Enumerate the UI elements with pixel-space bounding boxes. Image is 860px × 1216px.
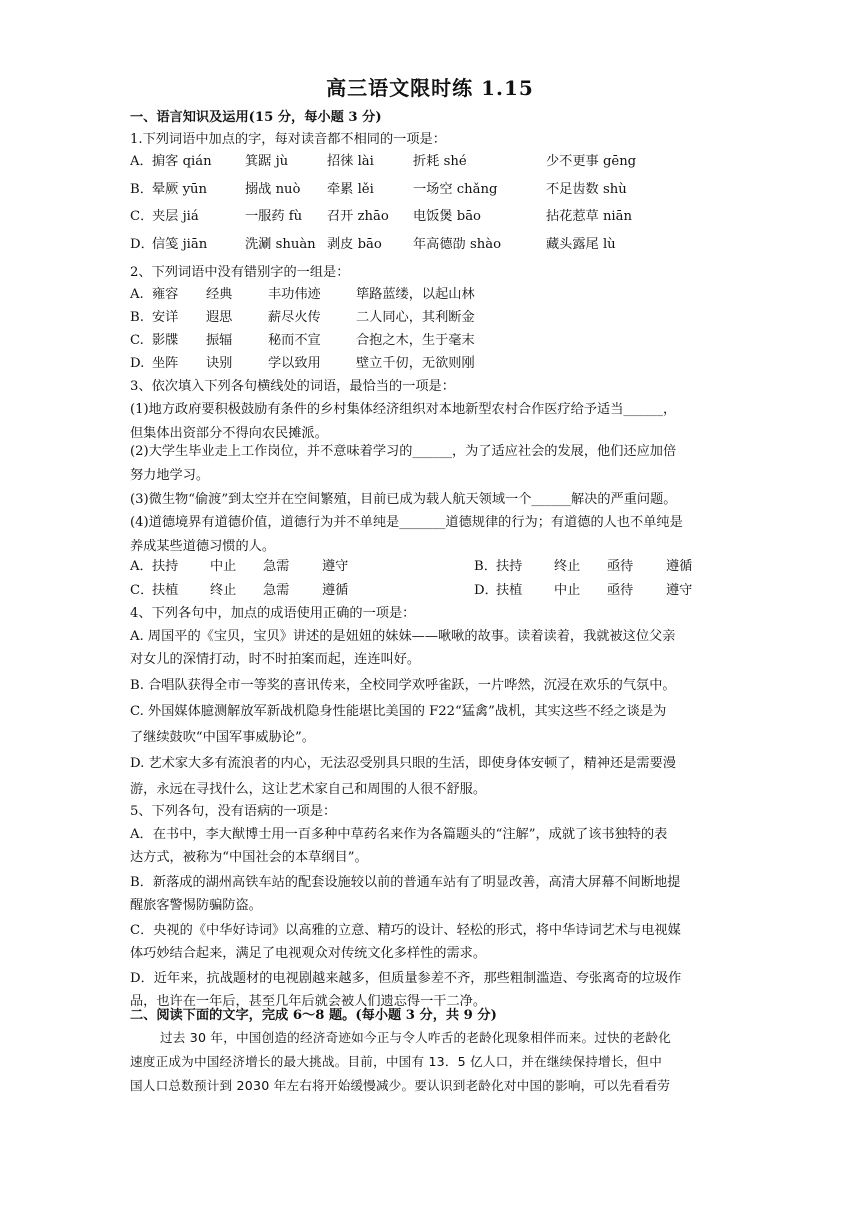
q3-sentence-line: (2)大学生毕业走上工作岗位，并不意味着学习的______，为了适应社会的发展，他们还应加倍 (130, 444, 677, 459)
q4-choice-line: 对女儿的深情打动，时不时拍案而起，连连叫好。 (130, 652, 421, 667)
q3-option-item: 亟待 (607, 559, 634, 574)
q4-choice-line: 了继续鼓吹“中国军事威胁论”。 (130, 730, 315, 745)
q4-choice-line: 游，永远在寻找什么，这让艺术家自己和周围的人很不舒服。 (130, 782, 487, 797)
q2-option-item: 壁立千仞，无欲则刚 (356, 356, 475, 371)
q1-option-item: 信笺 jiān (152, 237, 208, 252)
q3-option-item: 中止 (554, 583, 581, 598)
q1-option-item: 拈花惹草 niān (546, 209, 633, 224)
q3-sentence-line: 养成某些道德习惯的人。 (130, 539, 276, 554)
q3-stem: 3、依次填入下列各句横线处的词语，最恰当的一项是： (130, 379, 455, 394)
q4-choice-line: D. 艺术家大多有流浪者的内心，无法忍受别具只眼的生活，即使身体安顿了，精神还是需要漫 (130, 756, 676, 771)
q2-option-item: 诀别 (206, 356, 233, 371)
q1-option-item: 搦战 nuò (245, 182, 301, 197)
q3-sentence-line: (1)地方政府要积极鼓励有条件的乡村集体经济组织对本地新型农村合作医疗给予适当______， (130, 402, 677, 417)
q3-option-item: 终止 (210, 583, 237, 598)
q3-sentence-line: 但集体出资部分不得向农民摊派。 (130, 426, 328, 441)
q1-option-item: 藏头露尾 lù (546, 237, 616, 252)
passage-line: 速度正成为中国经济增长的最大挑战。目前，中国有 13．5 亿人口，并在继续保持增长，但中 (130, 1054, 663, 1069)
page-title: 高三语文限时练 1.15 (326, 76, 534, 100)
q3-option-item: 急需 (263, 583, 290, 598)
q3-option-item: 扶植 (152, 583, 179, 598)
q1-option-item: 箕踞 jù (245, 154, 289, 169)
q2-option-item: 筚路蓝缕，以起山林 (356, 287, 475, 302)
q1-option-item: 夹层 jiá (152, 209, 199, 224)
passage-line: 过去 30 年，中国创造的经济奇迹如今正与令人咋舌的老龄化现象相伴而来。过快的老龄化 (160, 1030, 671, 1045)
q1-option-item: 招徕 lài (327, 154, 374, 169)
q5-choice-line: D．近年来，抗战题材的电视剧越来越多，但质量参差不齐，那些粗制滥造、夸张离奇的垃圾作 (130, 971, 682, 986)
q2-option-item: 雍容 (152, 287, 179, 302)
q1-option-item: 洗涮 shuàn (245, 237, 316, 252)
q1-option-label: A． (130, 154, 153, 169)
q3-sentence-line: 努力地学习。 (130, 468, 210, 483)
q5-choice-line: 达方式，被称为“中国社会的本草纲目”。 (130, 850, 368, 865)
q1-option-label: D． (130, 237, 154, 252)
q2-option-item: 坐阵 (152, 356, 179, 371)
q2-option-item: 振辐 (206, 333, 233, 348)
q2-option-item: 遐思 (206, 310, 233, 325)
q3-sentence-line: (4)道德境界有道德价值，道德行为并不单纯是_______道德规律的行为；有道德的人也不单纯是 (130, 515, 683, 530)
q2-option-item: 薪尽火传 (268, 310, 321, 325)
q3-option-item: 中止 (210, 559, 237, 574)
q3-option-item: 扶持 (496, 559, 523, 574)
q3-option-label: B． (474, 559, 497, 574)
section-heading-2: 二、阅读下面的文字，完成 6～8 题。(每小题 3 分，共 9 分) (130, 1008, 497, 1023)
q3-option-item: 扶持 (152, 559, 179, 574)
q3-option-item: 遵守 (322, 559, 349, 574)
q3-option-item: 遵循 (666, 559, 693, 574)
q1-option-item: 电饭煲 bāo (413, 209, 481, 224)
q2-option-item: 秘而不宣 (268, 333, 321, 348)
q2-option-item: 合抱之木，生于毫末 (356, 333, 475, 348)
q4-choice-line: C. 外国媒体臆测解放军新战机隐身性能堪比美国的 F22“猛禽”战机，其实这些不经之谈是为 (130, 704, 667, 719)
q3-option-label: A． (130, 559, 153, 574)
q1-option-item: 年高德劭 shào (413, 237, 502, 252)
q1-option-item: 一服药 fù (245, 209, 303, 224)
q4-choice-line: A. 周国平的《宝贝，宝贝》讲述的是妞妞的妹妹——啾啾的故事。读着读着，我就被这位父亲 (130, 629, 676, 644)
q1-option-item: 剥皮 bāo (327, 237, 382, 252)
q5-choice-line: B．新落成的湖州高铁车站的配套设施较以前的普通车站有了明显改善，高清大屏幕不间断地提 (130, 875, 681, 890)
q1-option-item: 召开 zhāo (327, 209, 389, 224)
q3-option-item: 扶植 (496, 583, 523, 598)
q2-option-label: B. (130, 310, 144, 325)
q2-stem: 2、下列词语中没有错别字的一组是： (130, 265, 350, 280)
q2-option-item: 经典 (206, 287, 233, 302)
q5-choice-line: 醒旅客警惕防骗防盗。 (130, 898, 262, 913)
q2-option-label: C. (130, 333, 144, 348)
q3-option-label: D． (474, 583, 498, 598)
q1-option-item: 少不更事 gēng (546, 154, 637, 169)
q2-option-item: 丰功伟迹 (268, 287, 321, 302)
q4-stem: 4、下列各句中，加点的成语使用正确的一项是： (130, 606, 416, 621)
q4-choice-line: B. 合唱队获得全市一等奖的喜讯传来，全校同学欢呼雀跃，一片哗然，沉浸在欢乐的气氛中。 (130, 678, 676, 693)
q1-option-item: 晕厥 yūn (152, 182, 208, 197)
q3-sentence-line: (3)微生物“偷渡”到太空并在空间繁殖，目前已成为载人航天领域一个______解决的严重问题。 (130, 492, 677, 507)
q2-option-label: D. (130, 356, 145, 371)
q2-option-label: A. (130, 287, 144, 302)
section-heading-1: 一、语言知识及运用(15 分，每小题 3 分) (130, 110, 382, 125)
q2-option-item: 影牒 (152, 333, 179, 348)
q2-option-item: 二人同心，其利断金 (356, 310, 475, 325)
q5-stem: 5、下列各句，没有语病的一项是： (130, 804, 337, 819)
q3-option-item: 遵循 (322, 583, 349, 598)
q3-option-item: 亟待 (607, 583, 634, 598)
q5-choice-line: A．在书中，李大猷博士用一百多种中草药名来作为各篇题头的“注解”，成就了该书独特的表 (130, 827, 668, 842)
q1-option-label: B． (130, 182, 153, 197)
q3-option-item: 遵守 (666, 583, 693, 598)
q3-option-item: 急需 (263, 559, 290, 574)
q5-choice-line: 品，也许在一年后，甚至几年后就会被人们遗忘得一干二净。 (130, 994, 487, 1009)
q2-option-item: 安详 (152, 310, 179, 325)
q1-option-item: 牵累 lěi (327, 182, 374, 197)
q1-option-item: 一场空 chǎng (413, 182, 498, 197)
q1-option-item: 掮客 qián (152, 154, 212, 169)
q5-choice-line: C．央视的《中华好诗词》以高雅的立意、精巧的设计、轻松的形式，将中华诗词艺术与电视媒 (130, 923, 681, 938)
passage-line: 国人口总数预计到 2030 年左右将开始缓慢减少。要认识到老龄化对中国的影响，可以先看看劳 (130, 1078, 671, 1093)
q3-option-label: C． (130, 583, 154, 598)
q1-stem: 1.下列词语中加点的字，每对读音都不相同的一项是： (130, 132, 446, 147)
q1-option-item: 不足齿数 shù (546, 182, 627, 197)
q1-option-item: 折耗 shé (413, 154, 467, 169)
q3-option-item: 终止 (554, 559, 581, 574)
q1-option-label: C． (130, 209, 154, 224)
q5-choice-line: 体巧妙结合起来，满足了电视观众对传统文化多样性的需求。 (130, 946, 487, 961)
q2-option-item: 学以致用 (268, 356, 321, 371)
